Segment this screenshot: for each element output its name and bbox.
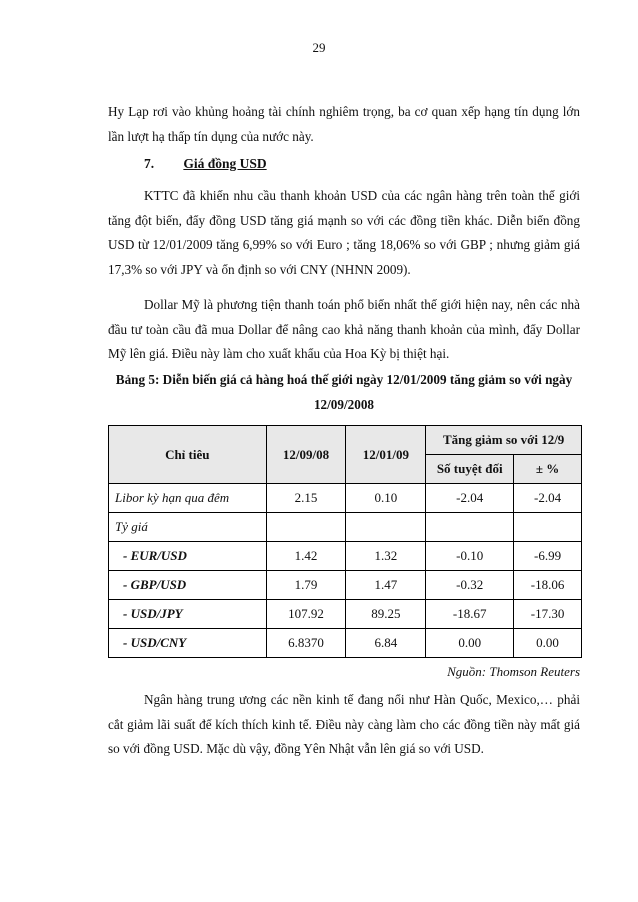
cell-percent bbox=[514, 513, 582, 542]
row-label: Tỷ giá bbox=[109, 513, 267, 542]
cell-percent: -17.30 bbox=[514, 600, 582, 629]
header-change-group: Tăng giảm so với 12/9 bbox=[426, 426, 582, 455]
cell-value-1: 2.15 bbox=[266, 484, 346, 513]
table-caption: Bảng 5: Diễn biến giá cả hàng hoá thế giới ngày 12/01/2009 tăng giảm so với ngày 12/09/2008 bbox=[115, 372, 573, 412]
cell-percent: -6.99 bbox=[514, 542, 582, 571]
table-row bbox=[109, 600, 582, 629]
cell-absolute: -2.04 bbox=[426, 484, 514, 513]
cell-value-2: 1.32 bbox=[346, 542, 426, 571]
cell-percent: -18.06 bbox=[514, 571, 582, 600]
section-title: Giá đồng USD bbox=[183, 156, 267, 171]
exchange-rate-table bbox=[108, 425, 582, 658]
row-label: Libor kỳ hạn qua đêm bbox=[109, 484, 267, 513]
section-number: 7. bbox=[144, 156, 155, 171]
cell-absolute bbox=[426, 513, 514, 542]
paragraph-dollar-payment: Dollar Mỹ là phương tiện thanh toán phổ biến nhất thế giới hiện nay, nên các nhà đầu tư toàn cầu đã mua Dollar để nâng cao khả năng thanh khoản của mình, đẩy Dollar Mỹ lên giá. Điều này làm cho xuất khẩu của Hoa Kỳ bị thiệt hại. bbox=[108, 297, 580, 361]
page-number: 29 bbox=[312, 40, 326, 55]
row-label: - EUR/USD bbox=[109, 542, 267, 571]
table-row bbox=[109, 484, 582, 513]
cell-absolute: -18.67 bbox=[426, 600, 514, 629]
section-heading bbox=[144, 156, 267, 172]
cell-percent: -2.04 bbox=[514, 484, 582, 513]
paragraph-central-banks: Ngân hàng trung ương các nền kinh tế đang nổi như Hàn Quốc, Mexico,… phải cắt giảm lãi suất để kích thích kinh tế. Điều này càng làm cho các đồng tiền này mất giá so với đồng USD. Mặc dù vậy, đồng Yên Nhật vẫn lên giá so với USD. bbox=[108, 692, 580, 756]
header-date-1: 12/09/08 bbox=[266, 426, 346, 484]
cell-value-2: 6.84 bbox=[346, 629, 426, 658]
cell-value-1: 1.42 bbox=[266, 542, 346, 571]
header-date-2: 12/01/09 bbox=[346, 426, 426, 484]
table-row bbox=[109, 571, 582, 600]
cell-value-1: 107.92 bbox=[266, 600, 346, 629]
paragraph-intro: Hy Lạp rơi vào khủng hoảng tài chính nghiêm trọng, ba cơ quan xếp hạng tín dụng lớn lần lượt hạ thấp tín dụng của nước này. bbox=[108, 104, 580, 144]
row-label: - USD/JPY bbox=[109, 600, 267, 629]
table-row bbox=[109, 629, 582, 658]
cell-absolute: -0.32 bbox=[426, 571, 514, 600]
row-label: - GBP/USD bbox=[109, 571, 267, 600]
row-label: - USD/CNY bbox=[109, 629, 267, 658]
cell-value-2: 0.10 bbox=[346, 484, 426, 513]
table-row bbox=[109, 513, 582, 542]
cell-percent: 0.00 bbox=[514, 629, 582, 658]
cell-value-1: 1.79 bbox=[266, 571, 346, 600]
cell-absolute: 0.00 bbox=[426, 629, 514, 658]
cell-value-1: 6.8370 bbox=[266, 629, 346, 658]
header-absolute: Số tuyệt đối bbox=[426, 455, 514, 484]
cell-value-2 bbox=[346, 513, 426, 542]
paragraph-usd-demand: KTTC đã khiến nhu cầu thanh khoản USD của các ngân hàng trên toàn thế giới tăng đột biến, đẩy đồng USD tăng giá mạnh so với các đồng tiền khác. Diễn biến đồng USD từ 12/01/2009 tăng 6,99% so với Euro ; tăng 18,06% so với GBP ; nhưng giảm giá 17,3% so với JPY và ổn định so với CNY (NHNN 2009). bbox=[108, 188, 580, 277]
cell-value-2: 89.25 bbox=[346, 600, 426, 629]
cell-value-1 bbox=[266, 513, 346, 542]
table-source: Nguồn: Thomson Reuters bbox=[447, 664, 580, 679]
cell-value-2: 1.47 bbox=[346, 571, 426, 600]
header-percent: ± % bbox=[514, 455, 582, 484]
cell-absolute: -0.10 bbox=[426, 542, 514, 571]
header-indicator: Chỉ tiêu bbox=[109, 426, 267, 484]
table-row bbox=[109, 542, 582, 571]
